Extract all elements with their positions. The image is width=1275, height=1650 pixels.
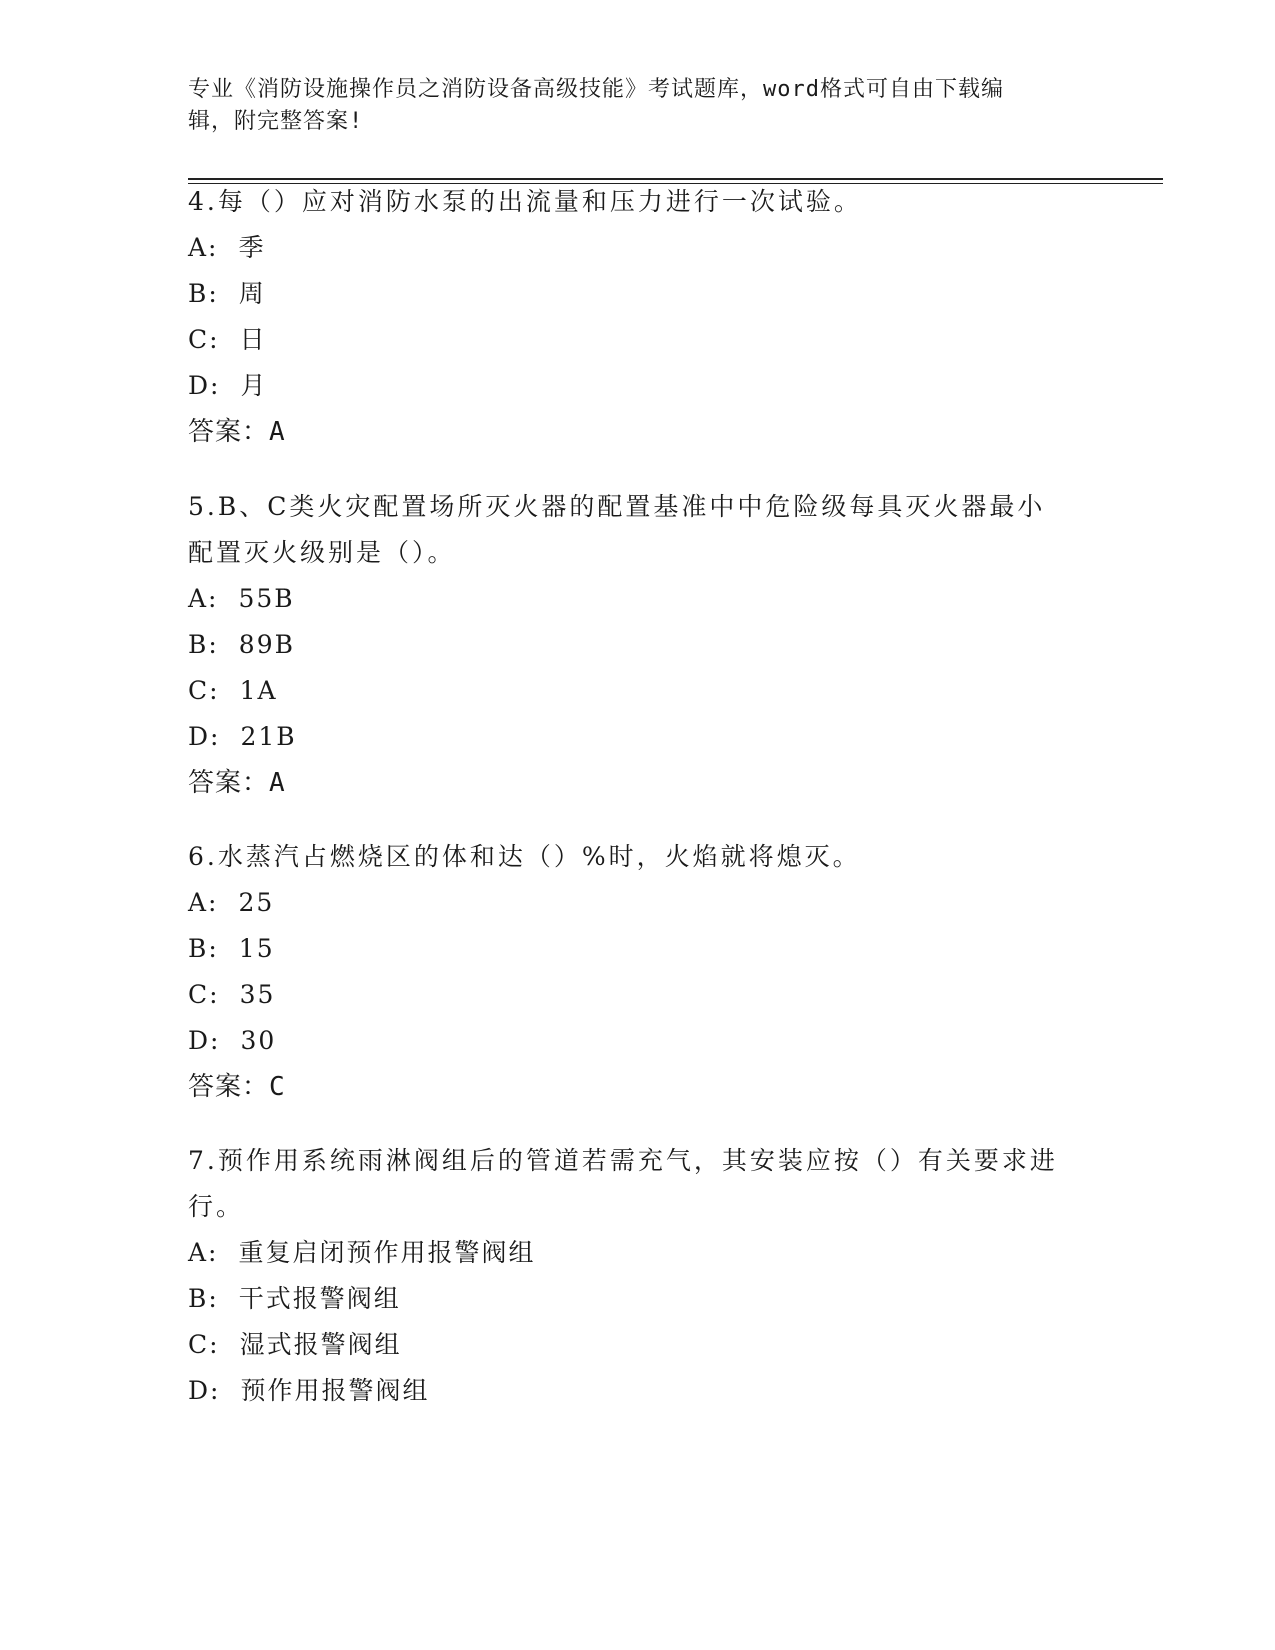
option-a: A: 25 [188, 888, 275, 917]
option-c: C: 日 [188, 325, 267, 354]
option-d: D: 21B [188, 722, 297, 751]
option-c: C: 1A [188, 676, 278, 705]
answer-line: 答案：A [188, 768, 286, 798]
header-line-1: 专业《消防设施操作员之消防设备高级技能》考试题库，word格式可自由下载编 [188, 77, 1004, 102]
option-b: B: 干式报警阀组 [188, 1284, 401, 1313]
option-a: A: 季 [188, 233, 266, 262]
question-stem: 6.水蒸汽占燃烧区的体和达（）%时，火焰就将熄灭。 [188, 842, 861, 871]
option-b: B: 15 [188, 934, 275, 963]
option-d: D: 预作用报警阀组 [188, 1376, 430, 1405]
option-b: B: 89B [188, 630, 295, 659]
option-c: C: 湿式报警阀组 [188, 1330, 402, 1359]
question-stem: 4.每（）应对消防水泵的出流量和压力进行一次试验。 [188, 187, 862, 216]
option-c: C: 35 [188, 980, 276, 1009]
question-4 [188, 179, 1068, 455]
option-d: D: 月 [188, 371, 268, 400]
option-b: B: 周 [188, 279, 266, 308]
header-line-2: 辑，附完整答案! [188, 109, 364, 134]
document-header [188, 74, 1088, 138]
question-stem: 7.预作用系统雨淋阀组后的管道若需充气，其安装应按（）有关要求进行。 [188, 1146, 1058, 1221]
option-d: D: 30 [188, 1026, 277, 1055]
question-stem: 5.B、C类火灾配置场所灭火器的配置基准中中危险级每具灭火器最小配置灭火级别是（）。 [188, 492, 1046, 567]
question-5 [188, 484, 1068, 806]
question-7 [188, 1138, 1068, 1414]
answer-line: 答案：C [188, 1072, 286, 1102]
option-a: A: 重复启闭预作用报警阀组 [188, 1238, 536, 1267]
question-6 [188, 834, 1068, 1110]
answer-line: 答案：A [188, 417, 286, 447]
option-a: A: 55B [188, 584, 295, 613]
